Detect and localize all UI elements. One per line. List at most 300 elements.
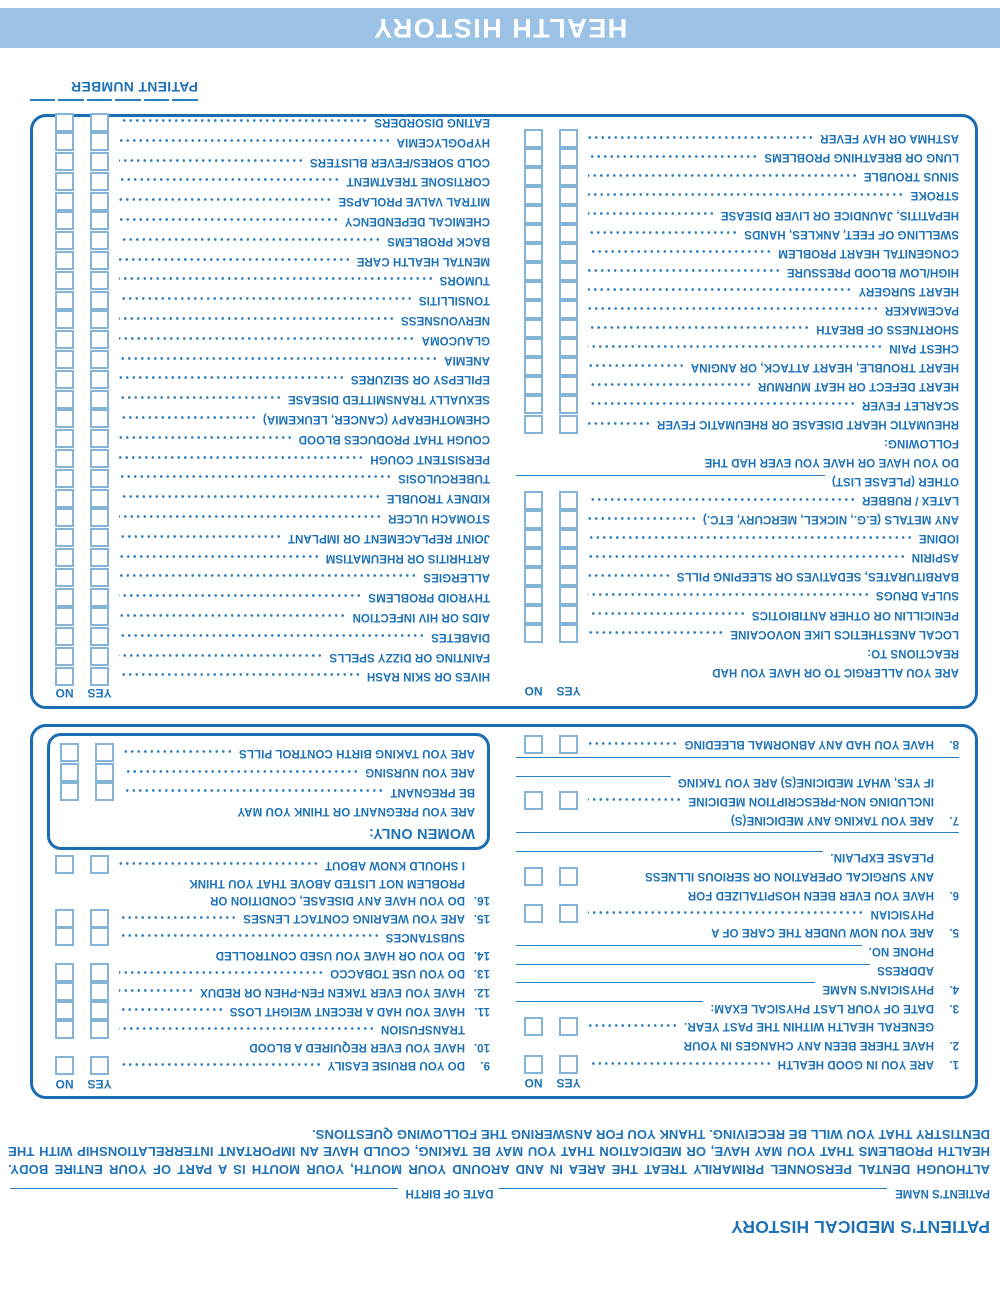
no-checkbox[interactable]: [55, 568, 74, 587]
yes-checkbox[interactable]: [90, 627, 109, 646]
question-6: 6. HAVE YOU EVER BEEN HOSPITALIZED FOR: [687, 888, 959, 901]
no-checkbox[interactable]: [524, 510, 543, 529]
condition-row: [47, 152, 490, 172]
history-checklist-box: [30, 114, 978, 709]
no-checkbox[interactable]: [55, 508, 74, 527]
condition-row: [516, 376, 959, 395]
dotted-leader: [119, 433, 293, 442]
yes-checkbox[interactable]: [559, 243, 578, 262]
no-checkbox[interactable]: [55, 113, 74, 132]
yes-checkbox[interactable]: [90, 310, 109, 329]
condition-row: [47, 211, 490, 231]
condition-row: [516, 300, 959, 319]
yes-checkbox[interactable]: [90, 469, 109, 488]
no-checkbox[interactable]: [55, 192, 74, 211]
dotted-leader: [119, 472, 392, 481]
allergy-row: [516, 567, 959, 586]
dotted-leader: [119, 968, 324, 977]
condition-row: [47, 330, 490, 350]
yes-checkbox[interactable]: [90, 1056, 109, 1075]
yes-checkbox[interactable]: [90, 909, 109, 928]
condition-row: [47, 231, 490, 251]
allergy-row: [516, 548, 959, 567]
explain-field[interactable]: [516, 851, 823, 862]
no-checkbox[interactable]: [524, 396, 543, 415]
no-checkbox[interactable]: [524, 586, 543, 605]
dotted-leader: [588, 361, 685, 370]
condition-label: ASTHMA OR HAY FEVER: [820, 132, 959, 145]
no-checkbox[interactable]: [55, 1001, 74, 1020]
yes-checkbox[interactable]: [559, 529, 578, 548]
no-checkbox[interactable]: [524, 205, 543, 224]
no-checkbox[interactable]: [524, 300, 543, 319]
no-checkbox[interactable]: [524, 548, 543, 567]
no-checkbox[interactable]: [60, 782, 79, 801]
dotted-leader: [119, 413, 257, 422]
yes-checkbox[interactable]: [559, 735, 578, 754]
dotted-leader: [588, 514, 697, 523]
patient-number-block: [30, 79, 198, 101]
no-checkbox[interactable]: [524, 262, 543, 281]
yes-checkbox[interactable]: [559, 1055, 578, 1074]
patients-name-field[interactable]: [500, 1188, 888, 1199]
no-checkbox[interactable]: [55, 271, 74, 290]
no-checkbox[interactable]: [524, 319, 543, 338]
yes-checkbox[interactable]: [90, 212, 109, 231]
condition-label: ARTHRITIS OR RHEUMATISM: [325, 551, 490, 564]
allergy-label: ANY METALS (E.G., NICKEL, MERCURY, ETC.): [702, 513, 959, 526]
dotted-leader: [588, 399, 856, 408]
no-checkbox[interactable]: [55, 528, 74, 547]
no-checkbox[interactable]: [55, 370, 74, 389]
yes-checkbox[interactable]: [90, 607, 109, 626]
dotted-leader: [588, 342, 883, 351]
yes-checkbox[interactable]: [559, 205, 578, 224]
condition-label: CORTISONE TREATMENT: [346, 175, 490, 188]
following-section-header: DO YOU HAVE OR HAVE YOU EVER HAD THE: [704, 456, 959, 469]
dotted-leader: [124, 767, 359, 776]
dotted-leader: [119, 235, 381, 244]
physician-address-field[interactable]: [516, 964, 870, 975]
yes-no-header: [516, 1073, 959, 1092]
no-checkbox[interactable]: [55, 548, 74, 567]
dotted-leader: [588, 739, 678, 748]
condition-label: EPILEPSY OR SEIZURES: [350, 373, 490, 386]
condition-row: [516, 262, 959, 281]
condition-row: [516, 415, 959, 434]
condition-row: [47, 647, 490, 667]
condition-label: COLD SORES/FEVER BLISTERS: [309, 155, 490, 168]
medicines-field[interactable]: [516, 776, 671, 787]
no-checkbox[interactable]: [55, 449, 74, 468]
health-history-banner: [0, 8, 1000, 48]
question-7-line2: INCLUDING NON-PRESCRIPTION MEDICINE: [516, 791, 959, 810]
no-checkbox[interactable]: [55, 982, 74, 1001]
condition-label: PERSISTENT COUGH: [370, 452, 490, 465]
condition-label: CHEMICAL DEPENDENCY: [344, 215, 490, 227]
no-checkbox[interactable]: [524, 167, 543, 186]
no-checkbox[interactable]: [55, 172, 74, 191]
dotted-leader: [119, 532, 282, 541]
dotted-leader: [119, 512, 382, 521]
yes-checkbox[interactable]: [90, 172, 109, 191]
condition-row: [47, 666, 490, 686]
dotted-leader: [119, 552, 320, 561]
no-checkbox[interactable]: [55, 390, 74, 409]
yes-checkbox[interactable]: [559, 586, 578, 605]
dotted-leader: [124, 747, 233, 756]
dotted-leader: [588, 304, 879, 313]
no-checkbox[interactable]: [55, 607, 74, 626]
no-checkbox[interactable]: [524, 186, 543, 205]
yes-checkbox[interactable]: [559, 415, 578, 434]
questions-box: [30, 724, 978, 1099]
yes-checkbox[interactable]: [90, 855, 109, 874]
question-6-explain: PLEASE EXPLAIN.: [516, 848, 959, 867]
no-checkbox[interactable]: [524, 567, 543, 586]
last-physical-exam-field[interactable]: [516, 1001, 703, 1012]
allergy-label: BARBITURATES, SEDATIVES OR SLEEPING PILLS: [676, 570, 959, 583]
checklist-left-column: [516, 125, 959, 700]
condition-row: [47, 548, 490, 568]
questions-right-column: [47, 733, 490, 1092]
question-4-phone: PHONE NO.: [516, 942, 959, 961]
no-checkbox[interactable]: [55, 429, 74, 448]
question-15: 15. ARE YOU WEARING CONTACT LENSES: [47, 909, 490, 928]
no-checkbox[interactable]: [524, 376, 543, 395]
no-column-header: NO: [55, 1076, 74, 1091]
condition-label: ANEMIA: [444, 353, 490, 366]
yes-checkbox[interactable]: [90, 429, 109, 448]
condition-row: [47, 488, 490, 508]
yes-checkbox[interactable]: [95, 743, 114, 762]
yes-checkbox[interactable]: [559, 510, 578, 529]
allergy-label: LATEX / RUBBER: [861, 494, 959, 507]
question-6-line2: ANY SURGICAL OPERATION OR SERIOUS ILLNESS: [516, 867, 959, 886]
question-1: 1. ARE YOU IN GOOD HEALTH: [516, 1055, 959, 1074]
yes-checkbox[interactable]: [559, 300, 578, 319]
no-checkbox[interactable]: [524, 357, 543, 376]
condition-label: TUBERCULOSIS: [398, 472, 490, 485]
patient-number-field[interactable]: [30, 99, 198, 101]
dotted-leader: [119, 611, 346, 620]
no-checkbox[interactable]: [524, 243, 543, 262]
no-checkbox[interactable]: [55, 1056, 74, 1075]
yes-checkbox[interactable]: [559, 376, 578, 395]
no-checkbox[interactable]: [55, 251, 74, 270]
no-checkbox[interactable]: [55, 212, 74, 231]
dotted-leader: [119, 116, 368, 125]
yes-checkbox[interactable]: [559, 491, 578, 510]
dotted-leader: [119, 334, 415, 343]
condition-row: [47, 567, 490, 587]
question-16: 16. DO YOU HAVE ANY DISEASE, CONDITION OR: [209, 894, 490, 906]
physician-name-field[interactable]: [516, 982, 815, 993]
yes-checkbox[interactable]: [559, 167, 578, 186]
yes-checkbox[interactable]: [559, 791, 578, 810]
yes-checkbox[interactable]: [559, 224, 578, 243]
yes-checkbox[interactable]: [90, 489, 109, 508]
page-title: PATIENT'S MEDICAL HISTORY: [730, 1217, 990, 1237]
dotted-leader: [119, 314, 395, 323]
dotted-leader: [588, 419, 651, 428]
patients-name-label: PATIENT'S NAME: [895, 1187, 990, 1199]
no-checkbox[interactable]: [55, 132, 74, 151]
condition-row: [47, 389, 490, 409]
yes-column-header: YES: [87, 686, 112, 701]
no-checkbox[interactable]: [524, 338, 543, 357]
question-3: 3. DATE OF YOUR LAST PHYSICAL EXAM:: [516, 998, 959, 1017]
dotted-leader: [588, 495, 856, 504]
condition-label: HIGH/LOW BLOOD PRESSURE: [786, 265, 959, 278]
yes-checkbox[interactable]: [90, 647, 109, 666]
yes-checkbox[interactable]: [90, 548, 109, 567]
yes-checkbox[interactable]: [559, 624, 578, 643]
no-checkbox[interactable]: [524, 904, 543, 923]
yes-checkbox[interactable]: [90, 350, 109, 369]
no-column-header: NO: [524, 683, 543, 698]
yes-checkbox[interactable]: [559, 904, 578, 923]
condition-label: LUNG OR BREATHING PROBLEMS: [764, 151, 959, 164]
yes-checkbox[interactable]: [559, 186, 578, 205]
other-allergy-field[interactable]: [516, 475, 825, 486]
dotted-leader: [588, 571, 671, 580]
yes-checkbox[interactable]: [559, 129, 578, 148]
condition-label: HYPOGLYCEMIA: [396, 135, 490, 148]
yes-checkbox[interactable]: [559, 1017, 578, 1036]
banner-title: HEALTH HISTORY: [372, 13, 628, 44]
dotted-leader: [119, 492, 381, 501]
no-checkbox[interactable]: [55, 855, 74, 874]
yes-checkbox[interactable]: [90, 927, 109, 946]
condition-label: HEART SURGERY: [858, 284, 959, 297]
dotted-leader: [119, 255, 351, 264]
no-checkbox[interactable]: [55, 152, 74, 171]
no-checkbox[interactable]: [55, 330, 74, 349]
name-dob-row: [8, 1187, 990, 1199]
condition-label: SINUS TROUBLE: [863, 170, 959, 183]
yes-checkbox[interactable]: [90, 568, 109, 587]
yes-checkbox[interactable]: [90, 508, 109, 527]
condition-label: NERVOUSNESS: [400, 313, 490, 326]
yes-column-header: YES: [556, 683, 581, 698]
yes-checkbox[interactable]: [90, 132, 109, 151]
yes-checkbox[interactable]: [559, 357, 578, 376]
no-column-header: NO: [524, 1075, 543, 1090]
birth-control-question: ARE YOU TAKING BIRTH CONTROL PILLS: [52, 743, 475, 763]
question-7-ifyes-line2: [516, 754, 959, 773]
dotted-leader: [119, 1024, 375, 1033]
yes-checkbox[interactable]: [90, 152, 109, 171]
dotted-leader: [119, 453, 364, 462]
yes-checkbox[interactable]: [90, 409, 109, 428]
yes-checkbox[interactable]: [90, 528, 109, 547]
question-11: 11. HAVE YOU HAD A RECENT WEIGHT LOSS: [47, 1001, 490, 1020]
no-checkbox[interactable]: [55, 927, 74, 946]
dotted-leader: [119, 1060, 322, 1069]
condition-label: RHEUMATIC HEART DISEASE OR RHEUMATIC FEVER: [656, 418, 959, 431]
yes-checkbox[interactable]: [90, 113, 109, 132]
no-checkbox[interactable]: [524, 529, 543, 548]
condition-row: [516, 357, 959, 376]
conditions-list: [47, 112, 490, 686]
question-2-line2: GENERAL HEALTH WITHIN THE PAST YEAR.: [516, 1017, 959, 1036]
yes-checkbox[interactable]: [90, 963, 109, 982]
yes-checkbox[interactable]: [95, 763, 114, 782]
physician-phone-field[interactable]: [516, 945, 862, 956]
no-checkbox[interactable]: [524, 605, 543, 624]
yes-checkbox[interactable]: [559, 867, 578, 886]
no-checkbox[interactable]: [55, 909, 74, 928]
question-16-line3: I SHOULD KNOW ABOUT: [47, 855, 490, 874]
yes-checkbox[interactable]: [90, 1001, 109, 1020]
allergy-row: [516, 586, 959, 605]
no-checkbox[interactable]: [55, 291, 74, 310]
dotted-leader: [119, 651, 323, 660]
no-checkbox[interactable]: [55, 350, 74, 369]
yes-checkbox[interactable]: [559, 319, 578, 338]
medicines-field-line2[interactable]: [516, 757, 959, 768]
no-checkbox[interactable]: [524, 415, 543, 434]
no-checkbox[interactable]: [524, 129, 543, 148]
condition-row: [516, 129, 959, 148]
yes-checkbox[interactable]: [95, 782, 114, 801]
dotted-leader: [588, 209, 715, 218]
condition-label: PACEMAKER: [884, 303, 959, 316]
no-checkbox[interactable]: [55, 310, 74, 329]
no-checkbox[interactable]: [524, 281, 543, 300]
condition-label: JOINT REPLACEMENT OR IMPLANT: [287, 531, 490, 544]
condition-label: SCARLET FEVER: [861, 399, 959, 411]
dotted-leader: [119, 986, 194, 995]
condition-label: GLAUCOMA: [421, 333, 490, 346]
yes-checkbox[interactable]: [90, 449, 109, 468]
no-checkbox[interactable]: [55, 627, 74, 646]
no-checkbox[interactable]: [524, 1017, 543, 1036]
no-checkbox[interactable]: [60, 743, 79, 762]
no-checkbox[interactable]: [55, 588, 74, 607]
yes-checkbox[interactable]: [90, 588, 109, 607]
no-checkbox[interactable]: [524, 791, 543, 810]
condition-label: STROKE: [910, 189, 959, 202]
no-checkbox[interactable]: [55, 667, 74, 686]
no-checkbox[interactable]: [55, 469, 74, 488]
condition-label: HIVES OR SKIN RASH: [366, 670, 490, 683]
condition-row: [47, 607, 490, 627]
explain-field-line2[interactable]: [516, 832, 959, 843]
condition-row: [47, 429, 490, 449]
no-checkbox[interactable]: [524, 148, 543, 167]
condition-label: CHEMOTHERAPY (CANCER, LEUKEMIA): [262, 412, 490, 425]
nursing-question: ARE YOU NURSING: [52, 763, 475, 783]
no-checkbox[interactable]: [524, 1055, 543, 1074]
condition-row: [47, 449, 490, 469]
condition-label: MITRAL VALVE PROLAPSE: [338, 195, 490, 208]
condition-row: [47, 310, 490, 330]
yes-checkbox[interactable]: [559, 338, 578, 357]
dotted-leader: [588, 323, 810, 332]
condition-label: KIDNEY TROUBLE: [386, 492, 490, 505]
dotted-leader: [588, 380, 752, 389]
no-checkbox[interactable]: [60, 763, 79, 782]
no-checkbox[interactable]: [55, 489, 74, 508]
yes-checkbox[interactable]: [90, 330, 109, 349]
dotted-leader: [119, 859, 319, 868]
dotted-leader: [588, 228, 738, 237]
dotted-leader: [119, 631, 425, 640]
date-of-birth-field[interactable]: [10, 1188, 398, 1199]
yes-checkbox[interactable]: [90, 390, 109, 409]
condition-label: TUMORS: [439, 274, 490, 287]
condition-row: [47, 468, 490, 488]
condition-row: [516, 224, 959, 243]
condition-label: ALLERGIES: [423, 571, 490, 584]
dotted-leader: [588, 152, 758, 161]
yes-checkbox[interactable]: [90, 231, 109, 250]
no-checkbox[interactable]: [524, 735, 543, 754]
yes-checkbox[interactable]: [90, 291, 109, 310]
condition-row: [47, 350, 490, 370]
yes-checkbox[interactable]: [559, 281, 578, 300]
allergy-row: [516, 605, 959, 624]
allergy-row: [516, 529, 959, 548]
yes-checkbox[interactable]: [90, 251, 109, 270]
allergy-row: [516, 510, 959, 529]
no-checkbox[interactable]: [55, 409, 74, 428]
dotted-leader: [119, 670, 361, 679]
no-checkbox[interactable]: [55, 963, 74, 982]
yes-checkbox[interactable]: [559, 548, 578, 567]
dotted-leader: [588, 609, 746, 618]
no-checkbox[interactable]: [55, 1020, 74, 1039]
yes-checkbox[interactable]: [559, 148, 578, 167]
no-checkbox[interactable]: [524, 867, 543, 886]
intro-paragraph: ALTHOUGH DENTAL PERSONNEL PRIMARILY TREAT THE AREA IN AND AROUND YOUR MOUTH, YOUR MOUTH IS A PART OF YOUR ENTIRE BODY. HEALTH PROBLEMS THAT YOU MAY HAVE, OR MEDICATION THAT YOU MAY BE TAKING, COULD HAVE AN IMPORTANT INTERRELATIONSHIP WITH THE DENTISTRY THAT YOU WILL BE RECEIVING. THANK YOU FOR ANSWERING THE FOLLOWING QUESTIONS.: [8, 1126, 990, 1177]
yes-checkbox[interactable]: [559, 567, 578, 586]
allergy-row: [516, 491, 959, 510]
yes-checkbox[interactable]: [90, 982, 109, 1001]
condition-row: [47, 270, 490, 290]
condition-row: [47, 172, 490, 192]
yes-checkbox[interactable]: [90, 271, 109, 290]
yes-checkbox[interactable]: [90, 667, 109, 686]
yes-checkbox[interactable]: [90, 370, 109, 389]
condition-label: SWELLING OF FEET, ANKLES, HANDS: [744, 227, 959, 240]
condition-label: STOMACH ULCER: [387, 511, 490, 524]
pregnant-question-line2: BE PREGNANT: [52, 782, 475, 802]
question-10: 10. HAVE YOU EVER REQUIRED A BLOOD: [249, 1041, 490, 1054]
dotted-leader: [119, 354, 438, 363]
dotted-leader: [588, 285, 852, 294]
no-checkbox[interactable]: [55, 647, 74, 666]
allergy-label: ASPIRIN: [911, 551, 959, 564]
women-only-title: WOMEN ONLY:: [368, 824, 475, 841]
yes-checkbox[interactable]: [559, 605, 578, 624]
no-checkbox[interactable]: [55, 231, 74, 250]
condition-row: [47, 508, 490, 528]
dotted-leader: [588, 190, 904, 199]
yes-no-header: [47, 1075, 490, 1092]
yes-checkbox[interactable]: [90, 1020, 109, 1039]
no-checkbox[interactable]: [524, 491, 543, 510]
condition-label: CONGENITAL HEART PROBLEM: [778, 246, 959, 259]
yes-checkbox[interactable]: [559, 396, 578, 415]
dotted-leader: [588, 590, 870, 599]
no-checkbox[interactable]: [524, 624, 543, 643]
yes-checkbox[interactable]: [90, 192, 109, 211]
yes-checkbox[interactable]: [559, 262, 578, 281]
no-checkbox[interactable]: [524, 224, 543, 243]
